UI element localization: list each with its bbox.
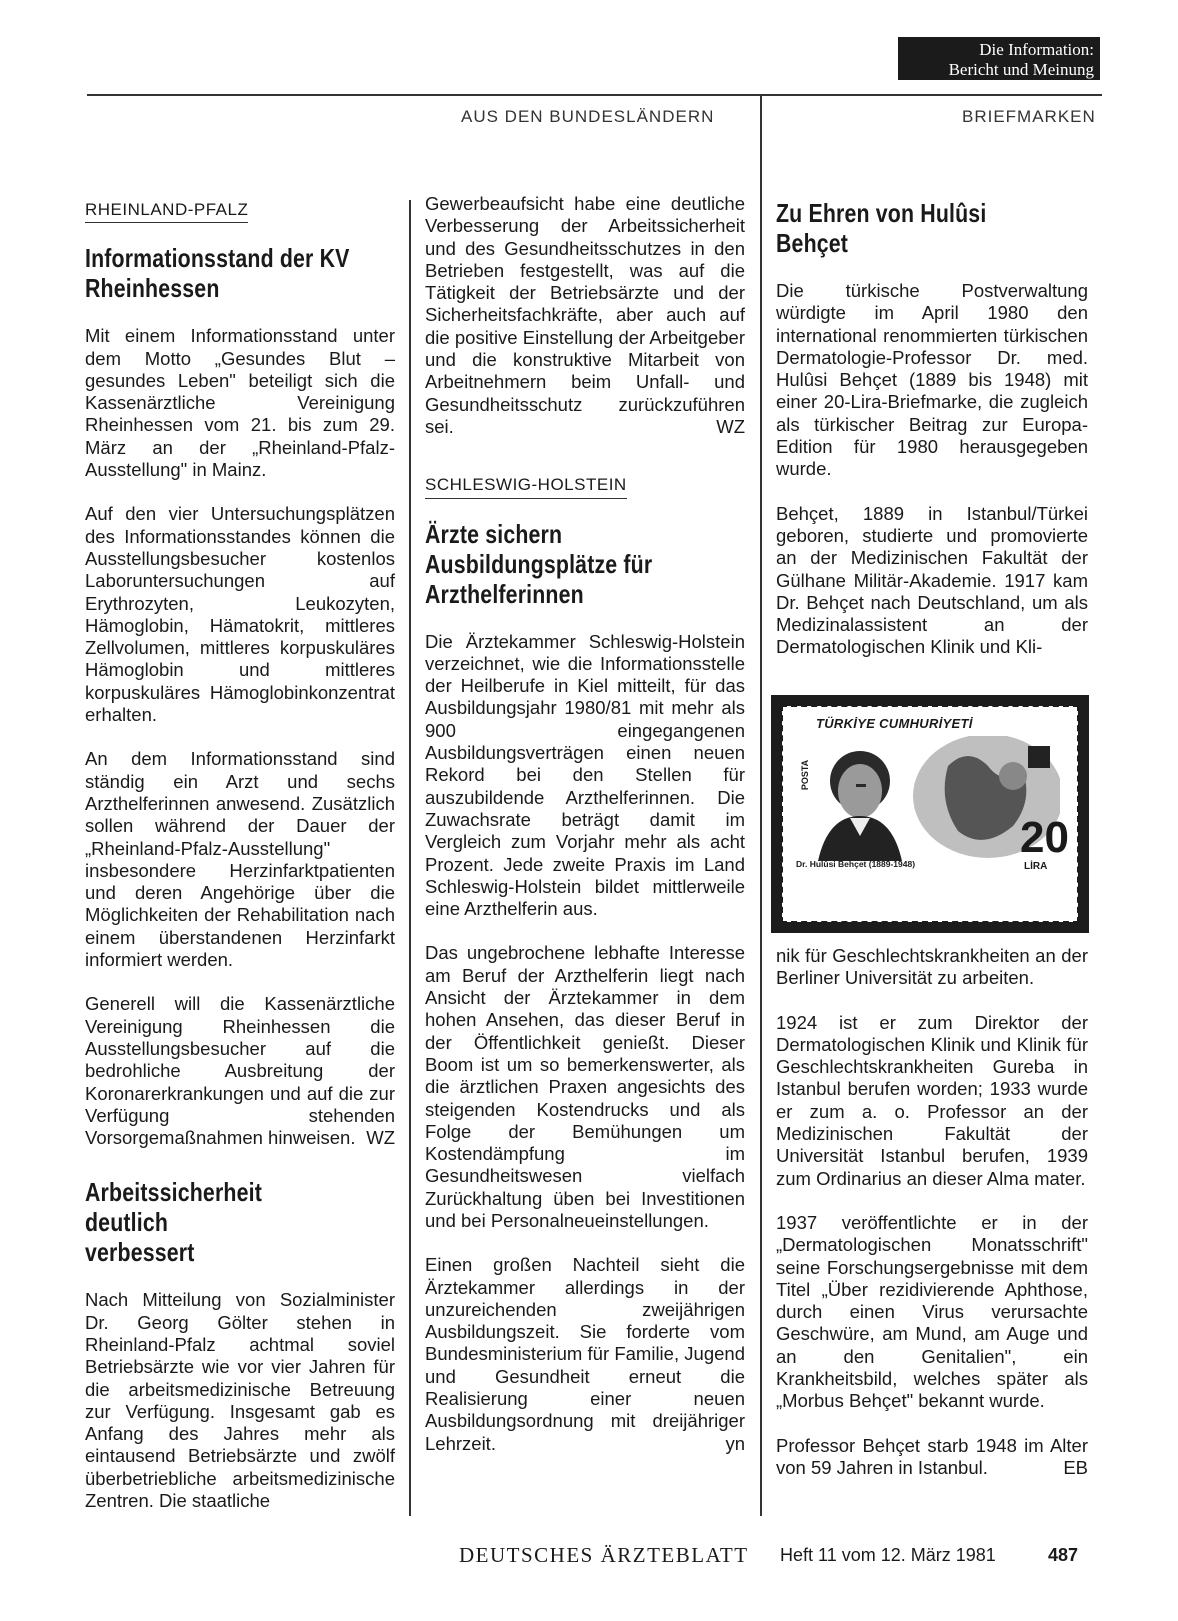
paragraph: 1937 veröffentlichte er in der „Dermatologischen Monatsschrift" seine Forschungsergebnisse mit dem Titel „Über rezidivierende Aphthose, durch einen Virus verursachte Geschwüre, am Mund, am Auge und an den Genitalien", ein Krankheitsbild, welches später als „Morbus Behçet" bekannt wurde. bbox=[776, 1211, 1088, 1412]
paragraph bbox=[425, 193, 745, 438]
region-label: RHEINLAND-PFALZ bbox=[85, 199, 248, 223]
paragraph: Mit einem Informationsstand unter dem Motto „Gesundes Blut – gesundes Leben" beteiligt sich die Kassenärztliche Vereinigung Rheinhessen vom 21. bis zum 29. März an der „Rheinland-Pfalz-Ausstellung" in Mainz. bbox=[85, 325, 395, 481]
paragraph-text: Gewerbeaufsicht habe eine deutliche Verbesserung der Arbeitssicherheit und des Gesundheitsschutzes in den Betrieben festgestellt, was auf die Tätigkeit der Betriebsärzte und der Sicherheitsfachkräfte, aber auch auf die positive Einstellung der Arbeitgeber und die konstruktive Mitarbeit von Arbeitnehmern beim Unfall- und Gesundheitsschutz zurückzuführen sei. bbox=[425, 193, 745, 437]
paragraph-text: Generell will die Kassenärztliche Vereinigung Rheinhessen die Ausstellungsbesucher auf die bedrohliche Ausbreitung der Koronarerkrankungen und auf die zur Verfügung stehenden Vorsorgemaßnahmen hinweisen. bbox=[85, 993, 395, 1149]
author-initials: WZ bbox=[366, 1127, 395, 1149]
issue-info: Heft 11 vom 12. März 1981 bbox=[780, 1545, 996, 1565]
paragraph-text: Einen großen Nachteil sieht die Ärztekammer allerdings in der unzureichenden zweijährigen Ausbildungszeit. Sie forderte vom Bundesministerium für Familie, Jugend und Gesundheit erneut die Realisierung einer neuen Ausbildungsordnung mit dreijähriger Lehrzeit. bbox=[425, 1254, 745, 1454]
stamp-caption: Dr. Hulûsi Behçet (1889-1948) bbox=[796, 859, 916, 869]
paragraph: 1924 ist er zum Direktor der Dermatologischen Klinik und Klinik für Geschlechtskrankheiten Gureba in Istanbul berufen worden; 1933 wurde er zum a. o. Professor an der Medizinischen Fakultät der Universität Istanbul berufen, 1939 zum Ordinarius an dieser Alma mater. bbox=[776, 1011, 1088, 1189]
stamp-posta: POSTA bbox=[800, 759, 811, 791]
section-badge bbox=[898, 37, 1100, 80]
paragraph: An dem Informationsstand sind ständig ein Arzt und sechs Arzthelferinnen anwesend. Zusätzlich sollen während der Dauer der „Rheinland-Pfalz-Ausstellung" insbesondere Herzinfarktpatienten und deren Angehörige über die Möglichkeiten der Rehabilitation nach einem überstandenen Herzinfarkt informiert werden. bbox=[85, 748, 395, 971]
badge-line-1: Die Information: bbox=[979, 40, 1094, 59]
headline: Ärzte sichern Ausbildungsplätze für Arzthelferinnen bbox=[425, 518, 653, 609]
author-initials: yn bbox=[725, 1432, 745, 1454]
badge-line-2: Bericht und Meinung bbox=[948, 60, 1094, 79]
paragraph bbox=[776, 1435, 1088, 1480]
section-label-right: BRIEFMARKEN bbox=[962, 107, 1096, 126]
headline: Informationsstand der KV Rheinhessen bbox=[85, 243, 350, 304]
header-rule bbox=[87, 94, 1102, 96]
section-label-left: AUS DEN BUNDESLÄNDERN bbox=[461, 107, 715, 126]
journal-title: DEUTSCHES ÄRZTEBLATT bbox=[459, 1543, 749, 1567]
paragraph: Nach Mitteilung von Sozialminister Dr. Georg Gölter stehen in Rheinland-Pfalz achtmal soviel Betriebsärzte wie vor vier Jahren für die arbeitsmedizinische Betreuung zur Verfügung. Insgesamt gab es Anfang des Jahres mehr als eintausend Betriebsärzte und zwölf überbetriebliche arbeitsmedizinische Zentren. Die staatliche bbox=[85, 1289, 395, 1512]
author-initials: WZ bbox=[716, 415, 745, 437]
paragraph: nik für Geschlechtskrankheiten an der Berliner Universität zu arbeiten. bbox=[776, 945, 1088, 989]
headline: Zu Ehren von Hulûsi Behçet bbox=[776, 198, 987, 258]
paragraph-text: Professor Behçet starb 1948 im Alter von 59 Jahren in Istanbul. bbox=[776, 1434, 1088, 1478]
paragraph: Die türkische Postverwaltung würdigte im April 1980 den international renommierten türkischen Dermatologie-Professor Dr. med. Hulûsi Behçet (1889 bis 1948) mit einer 20-Lira-Briefmarke, die zugleich als türkischer Beitrag zur Europa-Edition für 1980 herausgegeben wurde. bbox=[776, 280, 1088, 480]
headline: Arbeitssicherheit deutlich verbessert bbox=[85, 1177, 262, 1268]
column-divider-right bbox=[760, 96, 762, 1516]
stamp-face bbox=[782, 706, 1078, 922]
paragraph: Auf den vier Untersuchungsplätzen des Informationsstandes können die Ausstellungsbesucher kostenlos Laboruntersuchungen auf Erythrozyten, Leukozyten, Hämoglobin, Hämatokrit, mittleres Zellvolumen, mittleres korpuskuläres Hämoglobin und mittleres korpuskuläres Hämoglobinkonzentrat erhalten. bbox=[85, 503, 395, 726]
author-initials: EB bbox=[1063, 1456, 1088, 1478]
column-3-top bbox=[776, 198, 1088, 681]
paragraph: Behçet, 1889 in Istanbul/Türkei geboren, studierte und promovierte an der Medizinischen Fakultät der Gülhane Militär-Akademie. 1917 kam Dr. Behçet nach Deutschland, um als Medizinalassistent an der Dermatologischen Klinik und Kli- bbox=[776, 502, 1088, 658]
region-label: SCHLESWIG-HOLSTEIN bbox=[425, 474, 627, 498]
paragraph: Das ungebrochene lebhafte Interesse am Beruf der Arzthelferin liegt nach Ansicht der Ärztekammer in dem hohen Ansehen, das dieser Beruf in der Öffentlichkeit genießt. Dieser Boom ist um so bemerkenswerter, als die ärztlichen Praxen angesichts des steigenden Kostendrucks und als Folge der Bemühungen um Kostendämpfung im Gesundheitswesen vielfach Zurückhaltung üben bei Investitionen und bei Personalneueinstellungen. bbox=[425, 942, 745, 1231]
paragraph: Die Ärztekammer Schleswig-Holstein verzeichnet, wie die Informationsstelle der Heilberufe in Kiel mitteilt, für das Ausbildungsjahr 1980/81 mit mehr als 900 eingegangenen Ausbildungsverträgen einen neuen Rekord bei den Stellen für auszubildende Arzthelferinnen. Die Zuwachsrate beträgt damit im Vergleich zum Vorjahr mehr als acht Prozent. Jede zweite Praxis im Land Schleswig-Holstein bildet mittlerweile eine Arzthelferin aus. bbox=[425, 630, 745, 920]
stamp-currency: LİRA bbox=[1024, 861, 1048, 872]
column-2 bbox=[425, 193, 745, 1477]
stamp-value: 20 bbox=[1020, 813, 1069, 862]
stamp-image bbox=[771, 695, 1089, 933]
paragraph bbox=[85, 993, 395, 1149]
stamp-title: TÜRKİYE CUMHURİYETİ bbox=[816, 716, 973, 731]
column-divider-left bbox=[409, 200, 411, 1516]
column-1 bbox=[85, 198, 395, 1534]
page-number: 487 bbox=[1048, 1545, 1079, 1565]
paragraph bbox=[425, 1254, 745, 1455]
column-3-bottom bbox=[776, 945, 1088, 1501]
